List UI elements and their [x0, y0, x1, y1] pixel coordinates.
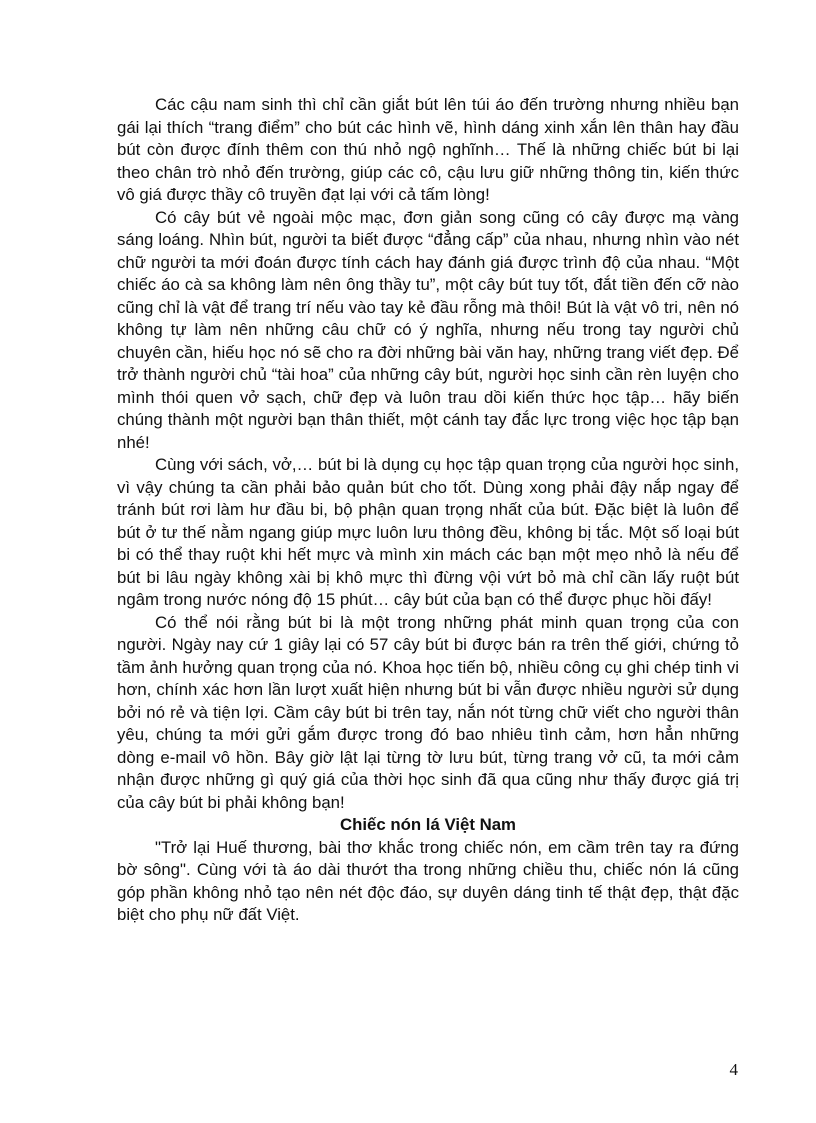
document-body [117, 94, 739, 927]
paragraph-pen-decoration: Các cậu nam sinh thì chỉ cần giắt bút lên túi áo đến trường nhưng nhiều bạn gái lại thích “trang điểm” cho bút các hình vẽ, hình dáng xinh xắn lên thân hay đầu bút còn được đính thêm con thú nhỏ ngộ nghĩnh… Thế là những chiếc bút bi lại theo chân trò nhỏ đến trường, giúp các cô, cậu lưu giữ những thông tin, kiến thức vô giá được thầy cô truyền đạt lại với cả tấm lòng! [117, 95, 739, 204]
paragraph-pen-character: Có cây bút vẻ ngoài mộc mạc, đơn giản song cũng có cây được mạ vàng sáng loáng. Nhìn bút, người ta biết được “đẳng cấp” của nhau, nhưng nhìn vào nét chữ người ta mới đoán được tính cách hay đánh giá được trình độ của nhau. “Một chiếc áo cà sa không làm nên ông thầy tu”, một cây bút tuy tốt, đắt tiền đến cỡ nào cũng chỉ là vật để trang trí nếu vào tay kẻ đầu rỗng mà thôi! Bút là vật vô tri, nên nó không tự làm nên những câu chữ có ý nghĩa, nhưng nếu trong tay người chủ chuyên cần, hiếu học nó sẽ cho ra đời những bài văn hay, những trang viết đẹp. Để trở thành người chủ “tài hoa” của những cây bút, người học sinh cần rèn luyện cho mình thói quen vở sạch, chữ đẹp và luôn trau dồi kiến thức học tập… hãy biến chúng thành một người bạn thân thiết, một cánh tay đắc lực trong việc học tập bạn nhé! [117, 207, 739, 452]
page-number: 4 [729, 1060, 738, 1079]
paragraph-pen-importance: Có thể nói rằng bút bi là một trong những phát minh quan trọng của con người. Ngày nay cứ 1 giây lại có 57 cây bút bi được bán ra trên thế giới, chứng tỏ tầm ảnh hưởng quan trọng của nó. Khoa học tiến bộ, nhiều công cụ ghi chép tinh vi hơn, chính xác hơn lần lượt xuất hiện nhưng bút bi vẫn được nhiều người sử dụng bởi nó rẻ và tiện lợi. Cầm cây bút bi trên tay, nắn nót từng chữ viết cho người thân yêu, chúng ta mới gửi gắm được trong đó bao nhiêu tình cảm, hơn hẳn những dòng e-mail vô hồn. Bây giờ lật lại từng tờ lưu bút, từng trang vở cũ, ta mới cảm nhận được những gì quý giá của thời học sinh đã qua cũng như thấy được giá trị của cây bút bi phải không bạn! [117, 612, 739, 812]
section-title: Chiếc nón lá Việt Nam [340, 815, 516, 834]
paragraph-pen-care: Cùng với sách, vở,… bút bi là dụng cụ học tập quan trọng của người học sinh, vì vậy chúng ta cần phải bảo quản bút cho tốt. Dùng xong phải đậy nắp ngay để tránh bút rơi làm hư đầu bi, bộ phận quan trọng nhất của bút. Đặc biệt là luôn để bút ở tư thế nằm ngang giúp mực luôn lưu thông đều, không bị tắc. Một số loại bút bi có thể thay ruột khi hết mực và mình xin mách các bạn một mẹo nhỏ là nếu để bút bi lâu ngày không xài bị khô mực thì đừng vội vứt bỏ mà chỉ cần lấy ruột bút ngâm trong nước nóng độ 15 phút… cây bút của bạn có thể được phục hồi đấy! [117, 455, 739, 609]
paragraph-non-la-intro: "Trở lại Huế thương, bài thơ khắc trong chiếc nón, em cầm trên tay ra đứng bờ sông". Cùng với tà áo dài thướt tha trong những chiều thu, chiếc nón lá cũng góp phần không nhỏ tạo nên nét độc đáo, sự duyên dáng tinh tế thật đẹp, thật đặc biệt cho phụ nữ đất Việt. [117, 837, 739, 924]
